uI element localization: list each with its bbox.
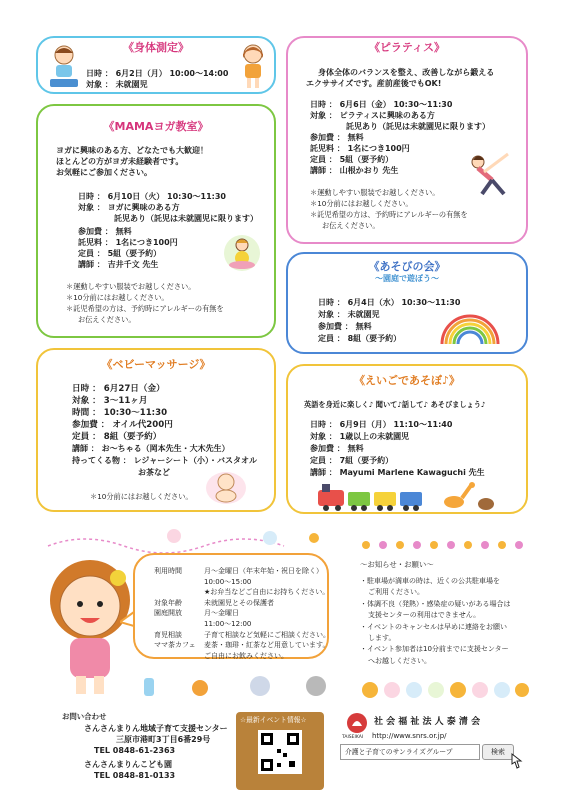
eigo-target: 対象 ： 1歳以上の未就園児 (310, 432, 410, 441)
pilates-childcare: 託児あり（託児は未就園児に限ります） (346, 122, 490, 131)
info-row (154, 651, 330, 662)
contact-line-5: TEL 0848-81-0133 (94, 771, 176, 780)
pilates-capacity: 定員 ： 5組（要予約） (310, 155, 394, 164)
pilates-title: 《ピラティス》 (368, 41, 446, 54)
baby-capacity: 定員 ： 8組（要予約） (72, 432, 162, 442)
eigo-date: 日時 ： 6月9日（月） 11:10～11:40 (310, 420, 453, 429)
sokutei-target: 対象 ： 未就園児 (86, 80, 148, 89)
train-icon (314, 482, 504, 512)
pilates-woman-icon (464, 148, 516, 196)
pilates-note-2: ＊10分前にはお越しください。 (310, 199, 413, 208)
notice-item: 支援センターの利用はできません。 (368, 611, 481, 620)
yoga-fee: 参加費 ： 無料 (78, 227, 132, 236)
baby-icon (204, 466, 248, 506)
eigo-box (286, 364, 528, 514)
info-row-value: 11:00～12:00 (204, 619, 252, 628)
eigo-title: 《えいごであそぼ♪》 (353, 374, 461, 387)
yoga-intro-2: ほとんどの方がヨガ未経験者です。 (56, 157, 184, 166)
decor-strip-right (360, 538, 530, 552)
newest-events-label: ☆最新イベント情報☆ (240, 716, 307, 724)
notice-item: ・イベントのキャンセルは早めに連絡をお願い (360, 622, 507, 631)
scale-icon (47, 43, 81, 89)
info-row-value: 子育て相談など気軽にご相談ください。 (204, 630, 330, 639)
eigo-intro: 英語を身近に楽しく♪ 聞いて♪話して♪ あそびましょう♪ (304, 400, 486, 409)
info-row-value: 月～金曜日 (204, 609, 239, 618)
yoga-note-1: ＊運動しやすい服装でお越しください。 (66, 282, 196, 291)
info-row-label: ママ茶カフェ (154, 641, 196, 650)
info-row (154, 640, 330, 651)
baby-bring-2: お茶など (138, 468, 170, 477)
info-row-value: ★お弁当などご自由にお持ちください。 (204, 588, 330, 597)
qr-code-icon[interactable] (258, 730, 302, 774)
yoga-childcare-fee: 託児料 ： 1名につき100円 (78, 238, 178, 247)
info-row-value: 麦茶・珈琲・紅茶など用意しています。 (204, 641, 330, 650)
pilates-note-1: ＊運動しやすい服装でお越しください。 (310, 188, 440, 197)
eigo-instructor: 講師 ： Mayumi Marlene Kawaguchi 先生 (310, 468, 485, 477)
org-logo-text: TAISEIKAI (342, 735, 364, 740)
baby-target: 対象 ： 3～11ヶ月 (72, 396, 148, 406)
sokutei-box (36, 36, 276, 94)
sokutei-title: 《身体測定》 (123, 41, 189, 54)
org-url[interactable]: http://www.snrs.or.jp/ (372, 732, 447, 740)
notice-item: ・駐車場が満車の時は、近くの公共駐車場を (360, 577, 500, 585)
search-box-text: 介護と子育てのサンライズグループ (345, 748, 453, 756)
info-row (154, 577, 330, 588)
info-row-label (154, 651, 204, 662)
info-row (154, 608, 330, 619)
yoga-note-3: ＊託児希望の方は、予約時にアレルギーの有無を (66, 304, 224, 313)
info-row-label: 育児相談 (154, 630, 182, 639)
baby-bring: 持ってくる物 ： レジャーシート（小）・バスタオル (72, 456, 258, 465)
pilates-target: 対象 ： ピラティスに興味のある方 (310, 111, 435, 120)
yoga-note-4: お伝えください。 (78, 315, 136, 324)
yoga-target: 対象 ： ヨガに興味のある方 (78, 203, 180, 212)
info-row (154, 619, 330, 630)
yoga-childcare: 託児あり（託児は未就園児に限ります） (114, 214, 258, 223)
eigo-capacity: 定員 ： 7組（要予約） (310, 456, 394, 465)
yoga-box (36, 104, 276, 338)
asobi-date: 日時 ： 6月4日（水） 10:30～11:30 (318, 298, 461, 307)
notice-item: します。 (368, 634, 396, 643)
pilates-note-3: ＊託児希望の方は、予約時にアレルギーの有無を (310, 210, 468, 219)
contact-line-3: TEL 0848-61-2363 (94, 746, 176, 755)
yoga-intro-1: ヨガに興味のある方、どなたでも大歓迎！ (56, 146, 208, 155)
child-icon (236, 42, 270, 90)
baby-time: 時間 ： 10:30～11:30 (72, 408, 168, 418)
info-row-label (154, 577, 204, 588)
eigo-fee: 参加費 ： 無料 (310, 444, 364, 453)
info-row-value: 10:00～15:00 (204, 577, 252, 586)
info-row (154, 630, 330, 641)
baby-note: ＊10分前にはお越しください。 (90, 492, 193, 501)
asobi-target: 対象 ： 未就園児 (318, 310, 380, 319)
notice-item: ・体調不良（発熱）・感染症の疑いがある場合は (360, 599, 511, 608)
notice-item: ・イベント参加者は10分前までに支援センター (360, 645, 509, 654)
info-row-label (154, 587, 204, 598)
baby-box (36, 348, 276, 512)
org-name: 社 会 福 祉 法 人 泰 清 会 (374, 717, 481, 727)
pilates-box (286, 36, 528, 244)
info-rows (154, 566, 330, 661)
contact-heading: お問い合わせ (62, 712, 107, 721)
info-row (154, 566, 330, 577)
info-row-label: 園庭開放 (154, 609, 182, 618)
animals-icon (360, 678, 530, 700)
info-row-label: 利用時間 (154, 567, 182, 575)
info-row-value: 未就園児とその保護者 (204, 598, 274, 607)
yoga-note-2: ＊10分前にはお越しください。 (66, 293, 169, 302)
info-row-value: ご自由にお飲みください。 (204, 651, 288, 660)
pilates-fee: 参加費 ： 無料 (310, 133, 364, 142)
pilates-instructor: 講師 ： 山根かおり 先生 (310, 166, 399, 175)
info-row (154, 587, 330, 598)
asobi-subtitle: ～園庭で遊ぼう～ (375, 274, 439, 283)
notice-list (360, 576, 530, 667)
asobi-title: 《あそびの会》 (368, 260, 446, 273)
pilates-childcare-fee: 託児料 ： 1名につき100円 (310, 144, 410, 153)
contact-line-2: 三原市港町3丁目6番29号 (116, 735, 211, 744)
baby-fee: 参加費 ： オイル代200円 (72, 420, 173, 430)
asobi-capacity: 定員 ： 8組（要予約） (318, 334, 402, 343)
baby-date: 日時 ： 6月27日（金） (72, 384, 165, 394)
pilates-date: 日時 ： 6月6日（金） 10:30～11:30 (310, 100, 453, 109)
search-button-label: 検索 (491, 748, 505, 756)
info-row-label (154, 619, 204, 630)
info-row-value: 月～金曜日（年末年始・祝日を除く） (204, 567, 323, 575)
yoga-meditation-icon (222, 234, 262, 272)
contact-line-1: さんさんまりん地域子育て支援センター (84, 724, 228, 733)
cursor-icon (508, 752, 524, 770)
qr-board[interactable] (236, 712, 324, 790)
rainbow-icon (438, 312, 502, 346)
notice-item: ご利用ください。 (368, 588, 424, 597)
taiseikai-logo-icon (346, 712, 368, 734)
info-row-label: 対象年齢 (154, 598, 182, 607)
sokutei-date: 日時 ： 6月2日（月） 10:00～14:00 (86, 69, 229, 78)
baby-instructor: 講師 ： お～ちゃる（岡本先生・大木先生） (72, 444, 230, 453)
notice-title: ～お知らせ・お願い～ (360, 560, 434, 569)
yoga-date: 日時 ： 6月10日（火） 10:30～11:30 (78, 192, 226, 201)
yoga-instructor: 講師 ： 吉井千文 先生 (78, 260, 159, 269)
search-box[interactable] (340, 744, 480, 760)
info-row (154, 598, 330, 609)
contact-line-4: さんさんまりんこども園 (84, 760, 172, 769)
pilates-note-4: お伝えください。 (322, 221, 380, 230)
yoga-intro-3: お気軽にご参加ください。 (56, 168, 152, 177)
asobi-box (286, 252, 528, 354)
toys-icon (140, 670, 340, 700)
pilates-intro-2: エクササイズです。産前産後でもOK! (306, 79, 442, 88)
pilates-intro-1: 身体全体のバランスを整え、改善しながら鍛える (318, 68, 495, 77)
asobi-fee: 参加費 ： 無料 (318, 322, 372, 331)
notice-item: へお越しください。 (368, 656, 431, 665)
baby-title: 《ベビーマッサージ》 (101, 358, 211, 371)
yoga-title: 《MAMAヨガ教室》 (103, 120, 209, 133)
yoga-capacity: 定員 ： 5組（要予約） (78, 249, 162, 258)
